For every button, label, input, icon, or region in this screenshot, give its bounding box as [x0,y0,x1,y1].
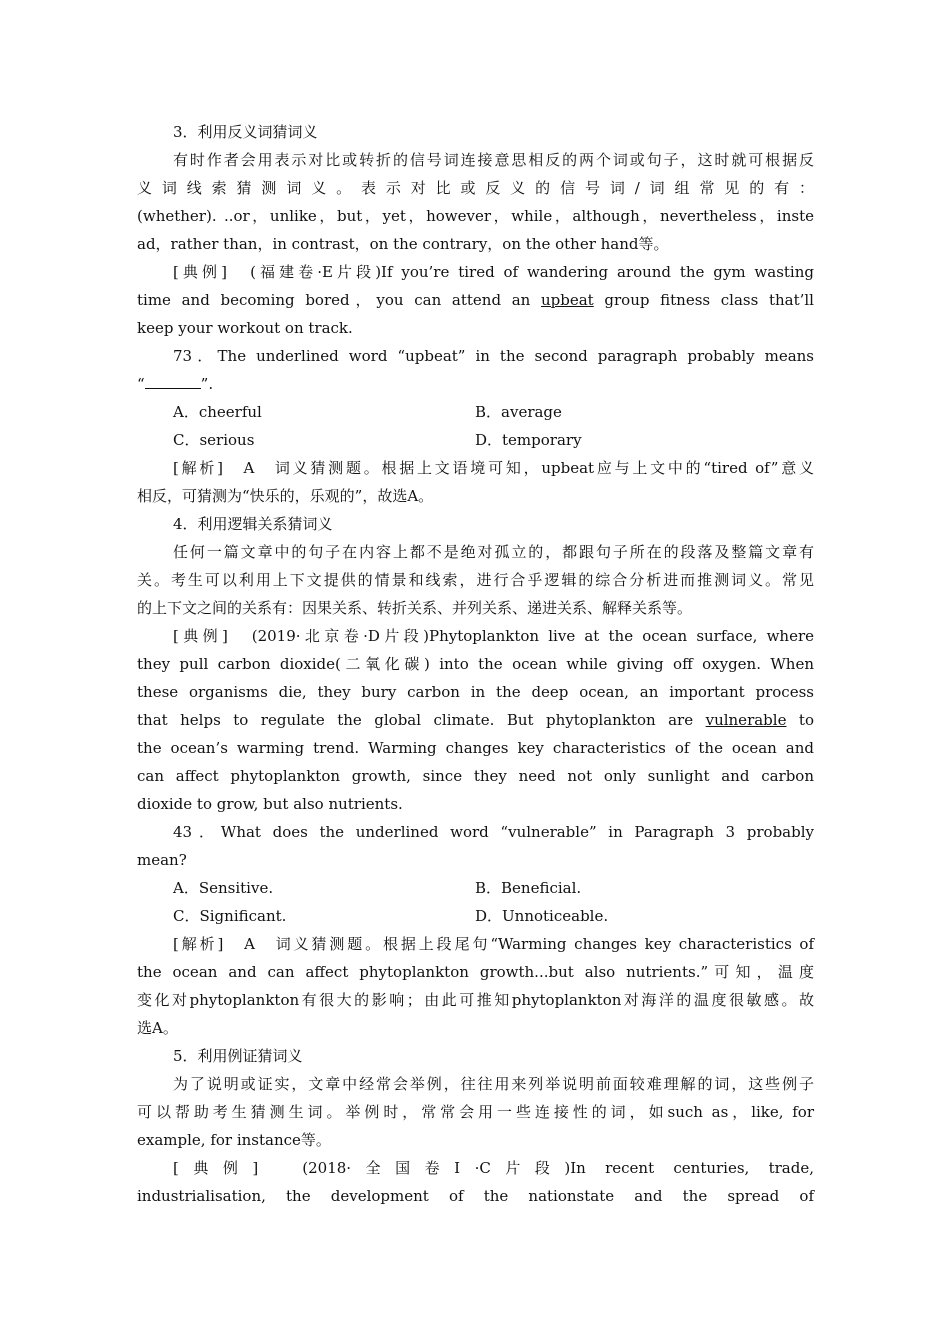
analysis-line: 选A。 [137,1019,178,1037]
example-line: dioxide to grow, but also nutrients. [137,795,403,813]
paragraph-line: 关。考生可以利用上下文提供的情景和线索，进行合乎逻辑的综合分析进而推测词义。常见 [137,571,814,589]
question-line [137,370,814,398]
example-line: can affect phytoplankton growth, since they need not only sunlight and carbon [137,767,814,785]
paragraph-line: (whether). ..or，unlike，but，yet，however，while，although，nevertheless，inste [137,207,814,225]
analysis-line: the ocean and can affect phytoplankton growth...but also nutrients.”可知，温度 [137,963,814,981]
analysis-line: 变化对phytoplankton有很大的影响；由此可推知phytoplankton对海洋的温度很敏感。故 [137,991,814,1009]
section-heading: 3．利用反义词猜词义 [173,123,318,141]
quote-mark: “ [137,375,145,393]
example-line: [典例] (2019·北京卷·D片段)Phytoplankton live at the ocean surface, where [173,627,814,645]
paragraph-line: 义词线索猜测词义。表示对比或反义的信号词/词组常见的有： [137,179,814,197]
option-b: B．average [475,403,562,421]
option-d: D．temporary [475,431,582,449]
option-a: A．Sensitive. [173,879,274,897]
option-a: A．cheerful [173,403,262,421]
paragraph-line: 为了说明或证实，文章中经常会举例，往往用来列举说明前面较难理解的词，这些例子 [173,1075,814,1093]
example-text: that helps to regulate the global climate. But phytoplankton are [137,711,706,729]
example-line: keep your workout on track. [137,319,353,337]
underlined-word: upbeat [541,291,594,309]
example-line: industrialisation, the development of the nationstate and the spread of [137,1187,814,1205]
example-line: the ocean’s warming trend. Warming changes key characteristics of the ocean and [137,739,814,757]
answer-blank [145,374,201,389]
paragraph-line: example, for instance等。 [137,1131,331,1149]
question-line: 43．What does the underlined word “vulnerable” in Paragraph 3 probably [173,823,814,841]
example-line: [典例] (福建卷·E片段)If you’re tired of wandering around the gym wasting [173,263,814,281]
options-row [137,398,814,426]
options-row [137,874,814,902]
analysis-line: [解析] A 词义猜测题。根据上文语境可知，upbeat应与上文中的“tired of”意义 [173,459,814,477]
analysis-line: 相反，可猜测为“快乐的，乐观的”，故选A。 [137,487,434,505]
quote-mark: ”. [200,375,214,393]
paragraph-line: 可以帮助考生猜测生词。举例时，常常会用一些连接性的词，如such as，like, for [137,1103,814,1121]
analysis-line: [解析] A 词义猜测题。根据上段尾句“Warming changes key characteristics of [173,935,814,953]
section-heading: 5．利用例证猜词义 [173,1047,303,1065]
paragraph-line: ad，rather than，in contrast，on the contrary，on the other hand等。 [137,235,669,253]
question-line: mean? [137,851,187,869]
paragraph-line: 任何一篇文章中的句子在内容上都不是绝对孤立的，都跟句子所在的段落及整篇文章有 [173,543,814,561]
example-line: these organisms die, they bury carbon in the deep ocean, an important process [137,683,814,701]
paragraph-line: 的上下文之间的关系有：因果关系、转折关系、并列关系、递进关系、解释关系等。 [137,599,693,617]
example-line [137,706,814,734]
example-line: they pull carbon dioxide(二氧化碳) into the ocean while giving off oxygen. When [137,655,814,673]
option-c: C．Significant. [173,907,287,925]
option-b: B．Beneficial. [475,879,582,897]
option-c: C．serious [173,431,255,449]
options-row [137,426,814,454]
example-text: group fitness class that’ll [593,291,814,309]
example-text: time and becoming bored，you can attend an [137,291,541,309]
paragraph-line: 有时作者会用表示对比或转折的信号词连接意思相反的两个词或句子，这时就可根据反 [173,151,814,169]
options-row [137,902,814,930]
option-d: D．Unnoticeable. [475,907,609,925]
question-line: 73．The underlined word “upbeat” in the second paragraph probably means [173,347,814,365]
example-line [137,286,814,314]
underlined-word: vulnerable [705,711,787,729]
example-line: [典例] (2018·全国卷Ⅰ·C片段)In recent centuries, trade, [173,1159,814,1177]
example-text: to [786,711,814,729]
section-heading: 4．利用逻辑关系猜词义 [173,515,333,533]
